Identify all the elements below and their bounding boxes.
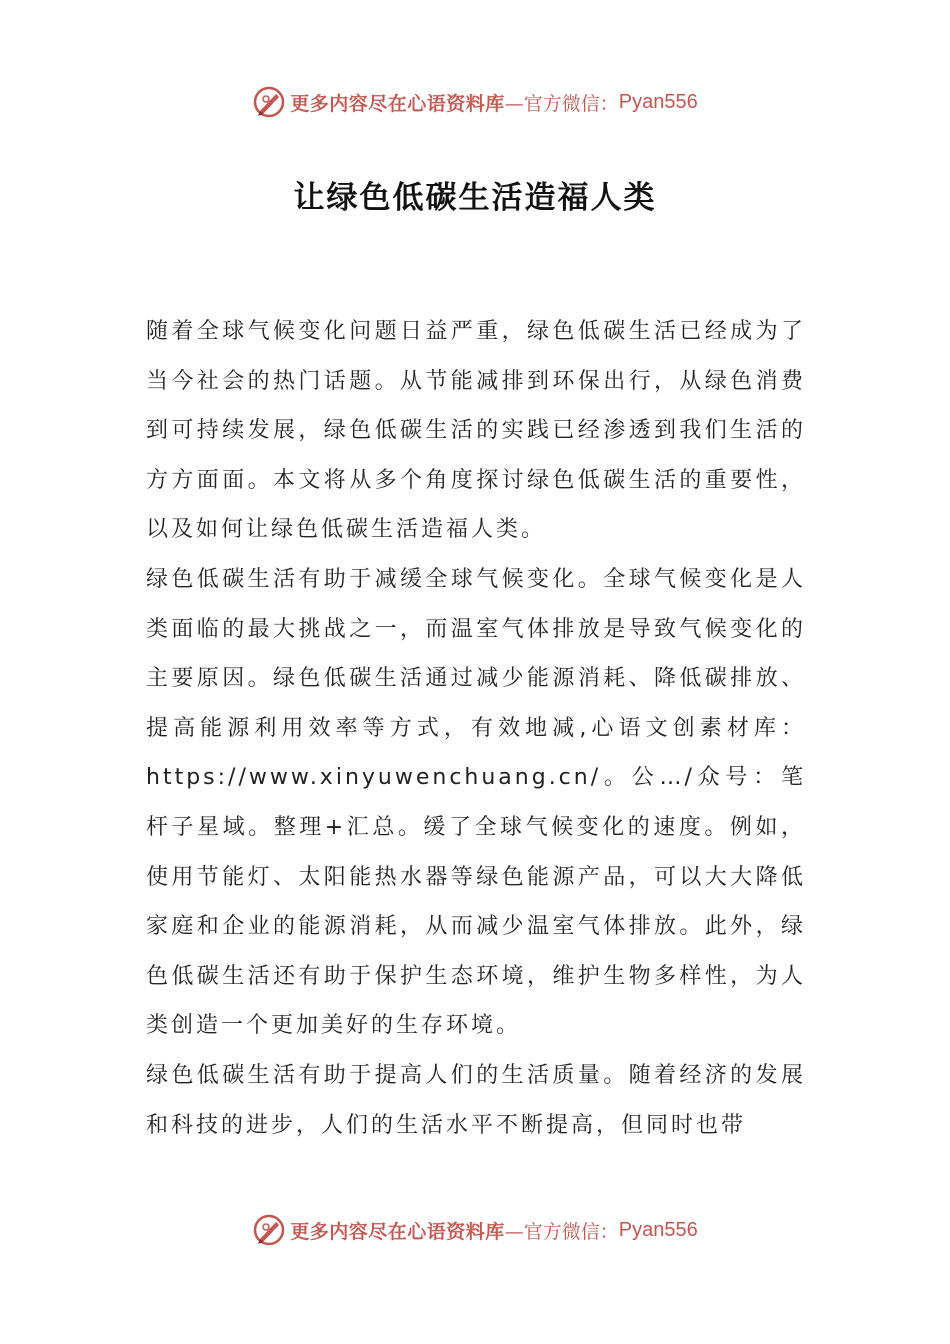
header-banner <box>0 82 950 122</box>
pen-logo-icon <box>252 1213 286 1247</box>
footer-banner-sub: —官方微信： <box>504 1220 619 1243</box>
footer-wechat-id: Pyan556 <box>618 1218 698 1241</box>
header-banner-text: 更多内容尽在心语资料库 <box>290 92 505 115</box>
pen-logo-icon <box>252 85 286 119</box>
document-body <box>146 307 806 1150</box>
footer-banner <box>0 1210 950 1250</box>
document-title: 让绿色低碳生活造福人类 <box>293 180 657 216</box>
footer-banner-text: 更多内容尽在心语资料库 <box>290 1220 505 1243</box>
paragraph-1: 随着全球气候变化问题日益严重，绿色低碳生活已经成为了当今社会的热门话题。从节能减排到环保出行，从绿色消费到可持续发展，绿色低碳生活的实践已经渗透到我们生活的方方面面。本文将从多个角度探讨绿色低碳生活的重要性，以及如何让绿色低碳生活造福人类。 <box>146 319 806 543</box>
paragraph-2: 绿色低碳生活有助于减缓全球气候变化。全球气候变化是人类面临的最大挑战之一，而温室气体排放是导致气候变化的主要原因。绿色低碳生活通过减少能源消耗、降低碳排放、提高能源利用效率等方式，有效地减,心语文创素材库：https://www.xinyuwenchuang.cn/。公…/众号：笔杆子星域。整理+汇总。缓了全球气候变化的速度。例如，使用节能灯、太阳能热水器等绿色能源产品，可以大大降低家庭和企业的能源消耗，从而减少温室气体排放。此外，绿色低碳生活还有助于保护生态环境，维护生物多样性，为人类创造一个更加美好的生存环境。 <box>146 566 806 1039</box>
header-banner-sub: —官方微信： <box>504 92 619 115</box>
header-wechat-id: Pyan556 <box>618 90 698 113</box>
paragraph-3: 绿色低碳生活有助于提高人们的生活质量。随着经济的发展和科技的进步，人们的生活水平不断提高，但同时也带 <box>146 1062 806 1138</box>
